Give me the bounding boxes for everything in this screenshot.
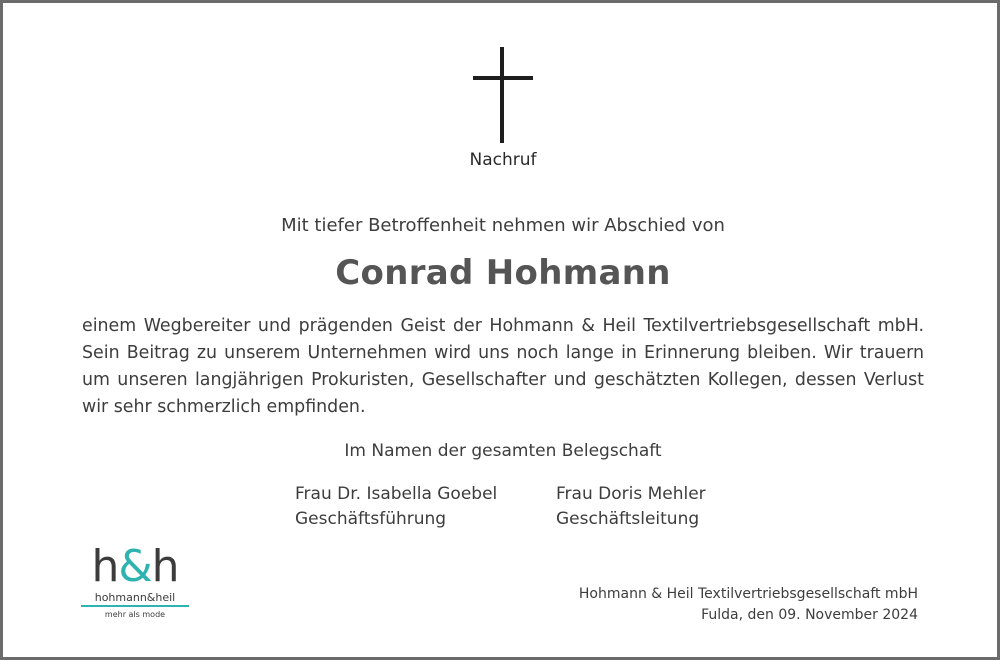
footer-place-date: Fulda, den 09. November 2024 (701, 607, 918, 623)
cross-icon (473, 47, 533, 143)
signatory-role: Geschäftsführung (295, 509, 447, 529)
logo-divider (81, 605, 189, 607)
deceased-name: Conrad Hohmann (335, 253, 671, 293)
footer-company: Hohmann & Heil Textilvertriebsgesellschaft mbH (578, 586, 918, 602)
tribute-paragraph: einem Wegbereiter und prägenden Geist der Hohmann & Heil Textilvertriebsgesellschaft mbH. Sein Beitrag zu unserem Unternehmen wird uns noch lange in Erinnerung bleiben. Wir trauern um unseren langjährigen Prokuristen, Gesellschafter und geschätzten Kollegen, dessen Verlust wir sehr schmerzlich empfinden. (82, 316, 924, 417)
signatory-role: Geschäftsleitung (556, 509, 700, 529)
company-logo (81, 541, 189, 619)
logo-mark-right: h (151, 541, 179, 592)
logo-tagline: mehr als mode (104, 610, 166, 619)
intro-line: Mit tiefer Betroffenheit nehmen wir Abschied von (281, 215, 725, 236)
closing-line: Im Namen der gesamten Belegschaft (344, 441, 662, 461)
footer (579, 584, 918, 626)
logo-mark-amp: & (118, 541, 152, 592)
signatory-name: Frau Dr. Isabella Goebel (295, 484, 498, 504)
signatory-1 (295, 482, 497, 532)
logo-mark (81, 541, 189, 592)
logo-wordmark: hohmann&heil (94, 591, 176, 604)
logo-mark-left: h (91, 541, 119, 592)
notice-heading: Nachruf (469, 150, 537, 170)
signatory-2 (556, 482, 706, 532)
signatory-name: Frau Doris Mehler (556, 484, 706, 504)
